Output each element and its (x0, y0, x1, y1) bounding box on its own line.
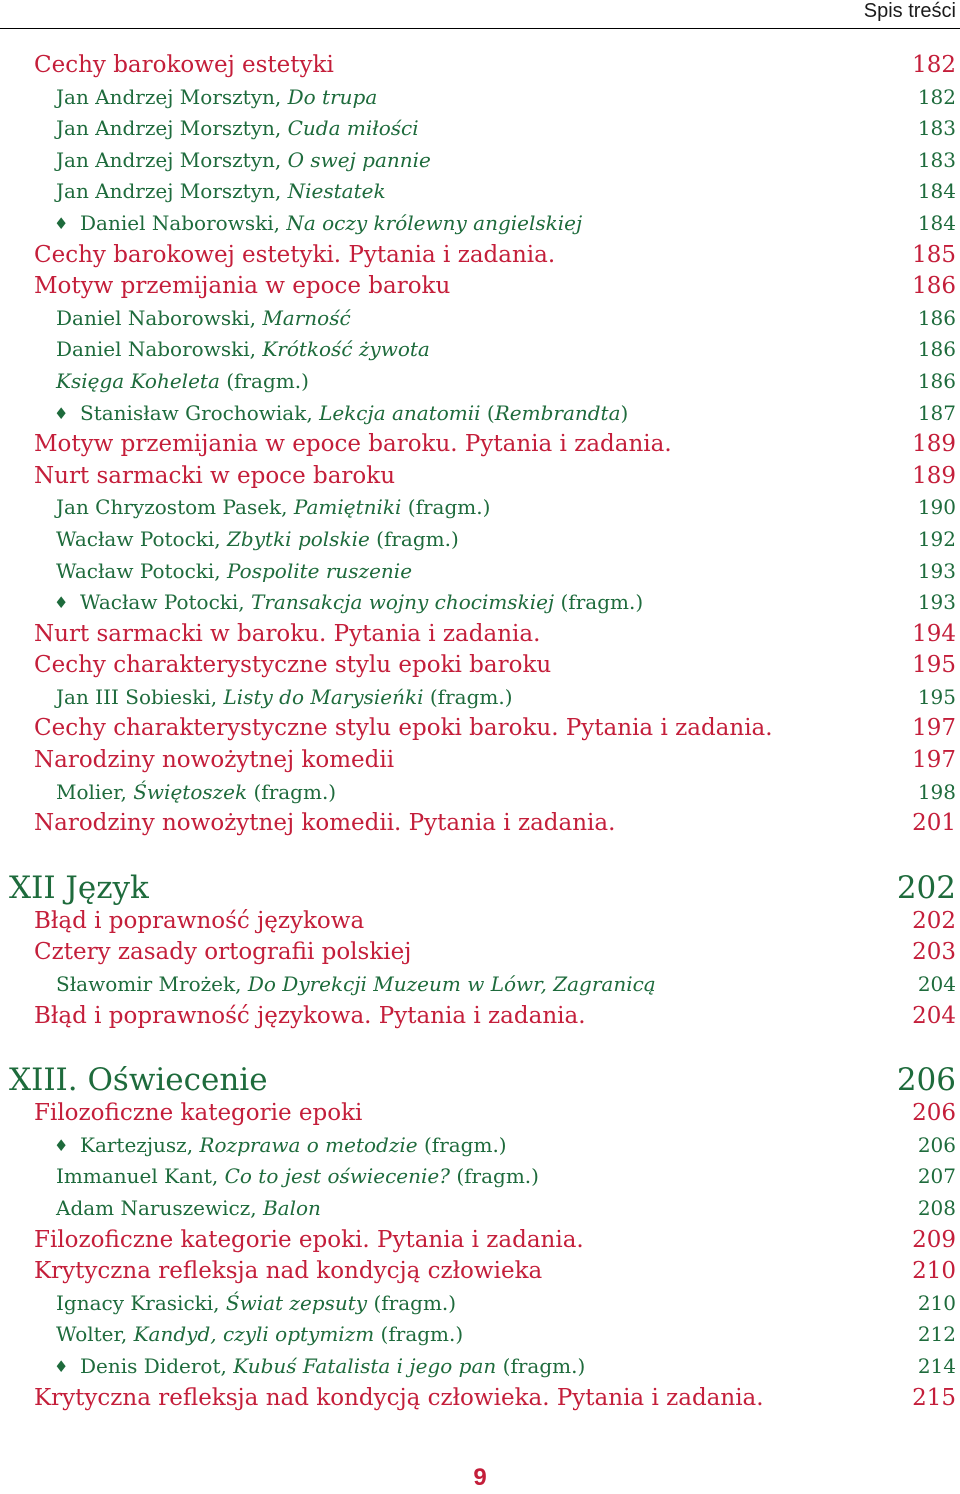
entry-label (34, 808, 615, 840)
section-title: Filozoficzne kategorie epoki (34, 1100, 363, 1127)
toc-section[interactable] (0, 240, 960, 272)
page-ref: 201 (912, 810, 956, 837)
work-title: Niestatek (287, 179, 386, 204)
page-ref: 190 (917, 495, 956, 520)
section-title: Motyw przemijania w epoce baroku (34, 273, 451, 300)
work-title: Co to jest oświecenie? (224, 1164, 450, 1189)
author-name: Jan Chryzostom Pasek, (56, 495, 294, 520)
page-ref: 198 (917, 779, 956, 804)
toc-entry[interactable] (0, 492, 960, 524)
entry-suffix: (fragm.) (247, 779, 337, 804)
entry-label (56, 1319, 463, 1351)
page-ref: 208 (917, 1196, 956, 1220)
entry-label (34, 906, 364, 938)
entry-label (34, 271, 450, 303)
entry-label (34, 1383, 764, 1415)
diamond-bullet-icon: ♦ (54, 1356, 69, 1376)
toc-entry[interactable] (0, 969, 960, 1001)
author-name: Jan III Sobieski, (56, 684, 224, 709)
work-title: Do Dyrekcji Muzeum w Lówr, Zagranicą (247, 972, 656, 997)
work-title: Rembrandta (494, 400, 621, 425)
toc-section[interactable] (0, 619, 960, 651)
page-ref: 202 (896, 869, 956, 906)
author-name: Immanuel Kant, (56, 1164, 225, 1189)
toc-entry[interactable] (0, 524, 960, 556)
entry-label (56, 334, 430, 366)
entry-label (56, 556, 412, 588)
work-title: Świat zepsuty (225, 1290, 368, 1315)
author-name: Denis Diderot, (80, 1353, 234, 1378)
entry-suffix: (fragm.) (367, 1290, 457, 1315)
work-title: Lekcja anatomii (319, 400, 481, 425)
diamond-bullet-icon: ♦ (54, 593, 69, 613)
entry-suffix: (fragm.) (417, 1132, 507, 1157)
work-title: O swej pannie (287, 147, 431, 172)
author-name: Stanisław Grochowiak, (80, 400, 320, 425)
page-ref: 186 (917, 337, 956, 362)
entry-label (56, 1161, 539, 1193)
entry-label (34, 650, 551, 682)
page-ref: 212 (917, 1322, 956, 1347)
entry-suffix: (fragm.) (423, 684, 513, 709)
toc-section[interactable] (0, 1225, 960, 1257)
section-title: Nurt sarmacki w baroku. Pytania i zadania. (34, 620, 541, 647)
toc-entry[interactable] (0, 145, 960, 177)
author-name: Sławomir Mrożek, (56, 972, 248, 997)
author-name: Wolter, (56, 1322, 134, 1347)
toc-section[interactable] (0, 1098, 960, 1130)
author-name: Molier, (56, 779, 134, 804)
work-title: Listy do Marysieńki (223, 684, 424, 709)
entry-label (56, 82, 377, 114)
entry-suffix: (fragm.) (496, 1353, 586, 1378)
entry-label (34, 461, 395, 493)
toc-section[interactable] (0, 745, 960, 777)
chapter-title: XIII. Oświecenie (9, 1062, 268, 1099)
diamond-bullet-icon: ♦ (54, 1135, 69, 1155)
entry-label (56, 1288, 456, 1320)
section-title: Krytyczna refleksja nad kondycją człowieka (34, 1258, 543, 1285)
running-header (0, 0, 960, 29)
toc-entry[interactable] (0, 208, 960, 240)
entry-label (34, 1256, 542, 1288)
page-ref: 183 (917, 147, 956, 172)
section-title: Cechy charakterystyczne stylu epoki baroku. Pytania i zadania. (34, 715, 773, 742)
toc-section[interactable] (0, 461, 960, 493)
page-ref: 206 (917, 1132, 956, 1157)
page-ref: 204 (917, 972, 956, 997)
toc-entry[interactable] (0, 398, 960, 430)
page-ref: 185 (912, 241, 956, 268)
entry-label (34, 1001, 586, 1033)
toc-entry[interactable] (0, 303, 960, 335)
page-ref: 189 (912, 431, 956, 458)
page-ref: 197 (912, 747, 956, 774)
chapter-title: XII Język (9, 869, 149, 906)
toc-entry[interactable] (0, 176, 960, 208)
page-ref: 209 (912, 1226, 956, 1253)
entry-suffix: ) (620, 400, 629, 425)
page-ref: 215 (912, 1384, 956, 1411)
entry-label (56, 492, 490, 524)
author-name: Jan Andrzej Morsztyn, (56, 147, 288, 172)
page-ref: 195 (917, 684, 956, 709)
page-ref: 184 (917, 179, 956, 204)
work-title: Na oczy królewny angielskiej (286, 210, 583, 235)
entry-label (56, 969, 656, 1001)
entry-label (80, 1351, 585, 1383)
entry-label (56, 303, 351, 335)
author-name: Kartezjusz, (80, 1132, 200, 1157)
toc-section[interactable] (0, 906, 960, 938)
section-title: Narodziny nowożytnej komedii (34, 747, 395, 774)
author-name: Wacław Potocki, (56, 526, 228, 551)
section-title: Cechy barokowej estetyki (34, 52, 334, 78)
toc-section[interactable] (0, 650, 960, 682)
section-title: Narodziny nowożytnej komedii. Pytania i zadania. (34, 810, 616, 837)
page-ref: 202 (912, 907, 956, 934)
work-title: Pospolite ruszenie (227, 558, 413, 583)
diamond-bullet-icon: ♦ (54, 403, 69, 423)
entry-label (56, 145, 431, 177)
toc-entry[interactable] (0, 682, 960, 714)
author-name: Jan Andrzej Morsztyn, (56, 116, 288, 141)
page-ref: 193 (917, 590, 956, 615)
page-ref: 207 (917, 1164, 956, 1189)
entry-label (56, 176, 386, 208)
page-ref: 184 (917, 210, 956, 235)
entry-label (34, 937, 411, 969)
page-ref: 203 (912, 939, 956, 966)
toc-entry[interactable] (0, 556, 960, 588)
toc-entry[interactable] (0, 1161, 960, 1193)
toc-section[interactable] (0, 713, 960, 745)
page-ref: 182 (917, 84, 956, 109)
entry-label (34, 50, 334, 82)
entry-label (56, 366, 309, 398)
entry-label (34, 713, 773, 745)
toc-entry[interactable] (0, 334, 960, 366)
entry-label (34, 240, 555, 272)
toc-entry[interactable] (0, 777, 960, 809)
work-title: Do trupa (287, 84, 378, 109)
entry-label (80, 208, 582, 240)
work-title: Kandyd, czyli optymizm (133, 1322, 375, 1347)
toc-section[interactable] (0, 937, 960, 969)
entry-label (56, 113, 419, 145)
work-title: Rozprawa o metodzie (199, 1132, 418, 1157)
toc-entry[interactable] (0, 1319, 960, 1351)
work-title: Transakcja wojny chocimskiej (251, 590, 555, 615)
page-ref: 194 (912, 620, 956, 647)
page-ref: 187 (917, 400, 956, 425)
section-title: Nurt sarmacki w epoce baroku (34, 462, 396, 489)
entry-label (56, 682, 513, 714)
toc-section[interactable] (0, 1256, 960, 1288)
page-ref: 206 (912, 1100, 956, 1127)
entry-label (80, 587, 643, 619)
entry-suffix: (fragm.) (374, 1322, 464, 1347)
toc-entry[interactable] (0, 113, 960, 145)
entry-label (34, 619, 540, 651)
page-number: 9 (473, 1464, 487, 1491)
entry-label (34, 745, 394, 777)
work-title: Krótkość żywota (262, 337, 430, 362)
entry-label (34, 1225, 584, 1257)
section-title: Cechy charakterystyczne stylu epoki baroku (34, 652, 552, 679)
page-ref: 182 (912, 52, 956, 78)
running-title: Spis treści (863, 0, 956, 22)
toc-chapter[interactable] (0, 860, 960, 906)
work-title: Balon (262, 1196, 321, 1220)
section-title: Cztery zasady ortografii polskiej (34, 939, 412, 966)
section-title: Błąd i poprawność językowa. Pytania i zadania. (34, 1002, 586, 1029)
entry-suffix: (fragm.) (554, 590, 644, 615)
author-name: Ignacy Krasicki, (56, 1290, 226, 1315)
toc-section[interactable] (0, 271, 960, 303)
toc-chapter[interactable] (0, 1052, 960, 1098)
page-ref: 214 (917, 1353, 956, 1378)
work-title: Zbytki polskie (227, 526, 370, 551)
section-title: Motyw przemijania w epoce baroku. Pytania i zadania. (34, 431, 672, 458)
entry-label (34, 1098, 362, 1130)
author-name: Wacław Potocki, (80, 590, 252, 615)
entry-suffix: ( (480, 400, 495, 425)
section-title: Krytyczna refleksja nad kondycją człowieka. Pytania i zadania. (34, 1384, 764, 1411)
toc-section[interactable] (0, 808, 960, 840)
page-ref: 197 (912, 715, 956, 742)
entry-suffix: (fragm.) (219, 368, 309, 393)
entry-suffix: (fragm.) (449, 1164, 539, 1189)
work-title: Cuda miłości (287, 116, 419, 141)
page-ref: 186 (917, 305, 956, 330)
entry-label (56, 524, 459, 556)
toc-entry[interactable] (0, 587, 960, 619)
page-ref: 193 (917, 558, 956, 583)
toc-entry[interactable] (0, 1351, 960, 1383)
toc-section[interactable] (0, 429, 960, 461)
entry-label (56, 777, 336, 809)
entry-suffix: (fragm.) (401, 495, 491, 520)
author-name: Wacław Potocki, (56, 558, 228, 583)
section-title: Błąd i poprawność językowa (34, 907, 365, 934)
page-ref: 186 (912, 273, 956, 300)
toc-entry[interactable] (0, 1288, 960, 1320)
entry-label (56, 1193, 321, 1225)
section-title: Cechy barokowej estetyki. Pytania i zadania. (34, 241, 556, 268)
toc-entry[interactable] (0, 82, 960, 114)
page-ref: 206 (896, 1062, 956, 1099)
table-of-contents (0, 50, 960, 1414)
toc-entry[interactable] (0, 1130, 960, 1162)
diamond-bullet-icon: ♦ (54, 213, 69, 233)
entry-label (80, 398, 628, 430)
page-ref: 195 (912, 652, 956, 679)
toc-entry[interactable] (0, 366, 960, 398)
page-ref: 210 (912, 1258, 956, 1285)
entry-suffix: (fragm.) (369, 526, 459, 551)
page-ref: 186 (917, 368, 956, 393)
page-ref: 189 (912, 462, 956, 489)
author-name: Daniel Naborowski, (80, 210, 287, 235)
work-title: Księga Koheleta (56, 368, 220, 393)
page-ref: 183 (917, 116, 956, 141)
work-title: Pamiętniki (293, 495, 402, 520)
author-name: Jan Andrzej Morsztyn, (56, 179, 288, 204)
page-ref: 210 (917, 1290, 956, 1315)
author-name: Daniel Naborowski, (56, 305, 263, 330)
toc-entry[interactable] (0, 1193, 960, 1225)
author-name: Adam Naruszewicz, (56, 1196, 263, 1220)
toc-section[interactable] (0, 1001, 960, 1033)
page-ref: 204 (912, 1002, 956, 1029)
section-title: Filozoficzne kategorie epoki. Pytania i zadania. (34, 1226, 584, 1253)
work-title: Świętoszek (133, 779, 248, 804)
entry-label (34, 429, 672, 461)
author-name: Jan Andrzej Morsztyn, (56, 84, 288, 109)
entry-label (80, 1130, 507, 1162)
toc-section[interactable] (0, 1383, 960, 1415)
toc-section[interactable] (0, 50, 960, 82)
work-title: Marność (262, 305, 351, 330)
page-ref: 192 (917, 526, 956, 551)
work-title: Kubuś Fatalista i jego pan (233, 1353, 497, 1378)
author-name: Daniel Naborowski, (56, 337, 263, 362)
